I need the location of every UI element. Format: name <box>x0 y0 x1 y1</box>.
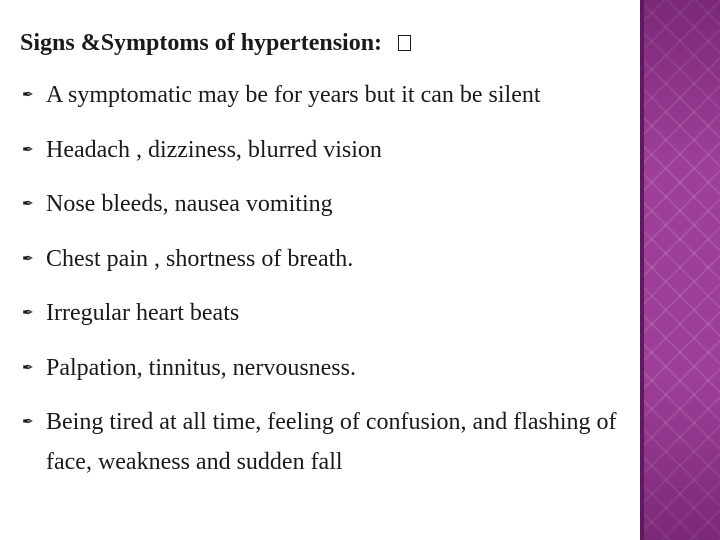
pen-nib-bullet-icon: ✒ <box>22 360 34 376</box>
pen-nib-bullet-icon: ✒ <box>22 87 34 103</box>
decorative-sidebar <box>640 0 720 540</box>
bullet-text: A symptomatic may be for years but it can be silent <box>46 82 541 108</box>
list-item <box>22 405 646 482</box>
list-item <box>22 242 646 276</box>
slide-title-text: Signs &Symptoms of hypertension: <box>20 30 383 56</box>
bullet-text: Being tired at all time, feeling of confusion, and flashing of face, weakness and sudden fall <box>46 409 617 475</box>
pen-nib-bullet-icon: ✒ <box>22 414 34 430</box>
bullet-text: Nose bleeds, nausea vomiting <box>46 191 333 217</box>
placeholder-box-icon <box>398 35 411 51</box>
pen-nib-bullet-icon: ✒ <box>22 305 34 321</box>
pen-nib-bullet-icon: ✒ <box>22 142 34 158</box>
list-item <box>22 187 646 221</box>
list-item <box>22 133 646 167</box>
bullet-text: Palpation, tinnitus, nervousness. <box>46 355 356 381</box>
bullet-text: Chest pain , shortness of breath. <box>46 246 354 272</box>
pen-nib-bullet-icon: ✒ <box>22 196 34 212</box>
pen-nib-bullet-icon: ✒ <box>22 251 34 267</box>
sidebar-edge-divider <box>640 0 644 540</box>
list-item <box>22 78 646 112</box>
bullet-text: Headach , dizziness, blurred vision <box>46 137 382 163</box>
bullet-text: Irregular heart beats <box>46 300 240 326</box>
slide-title <box>20 30 411 57</box>
list-item <box>22 296 646 330</box>
list-item <box>22 351 646 385</box>
